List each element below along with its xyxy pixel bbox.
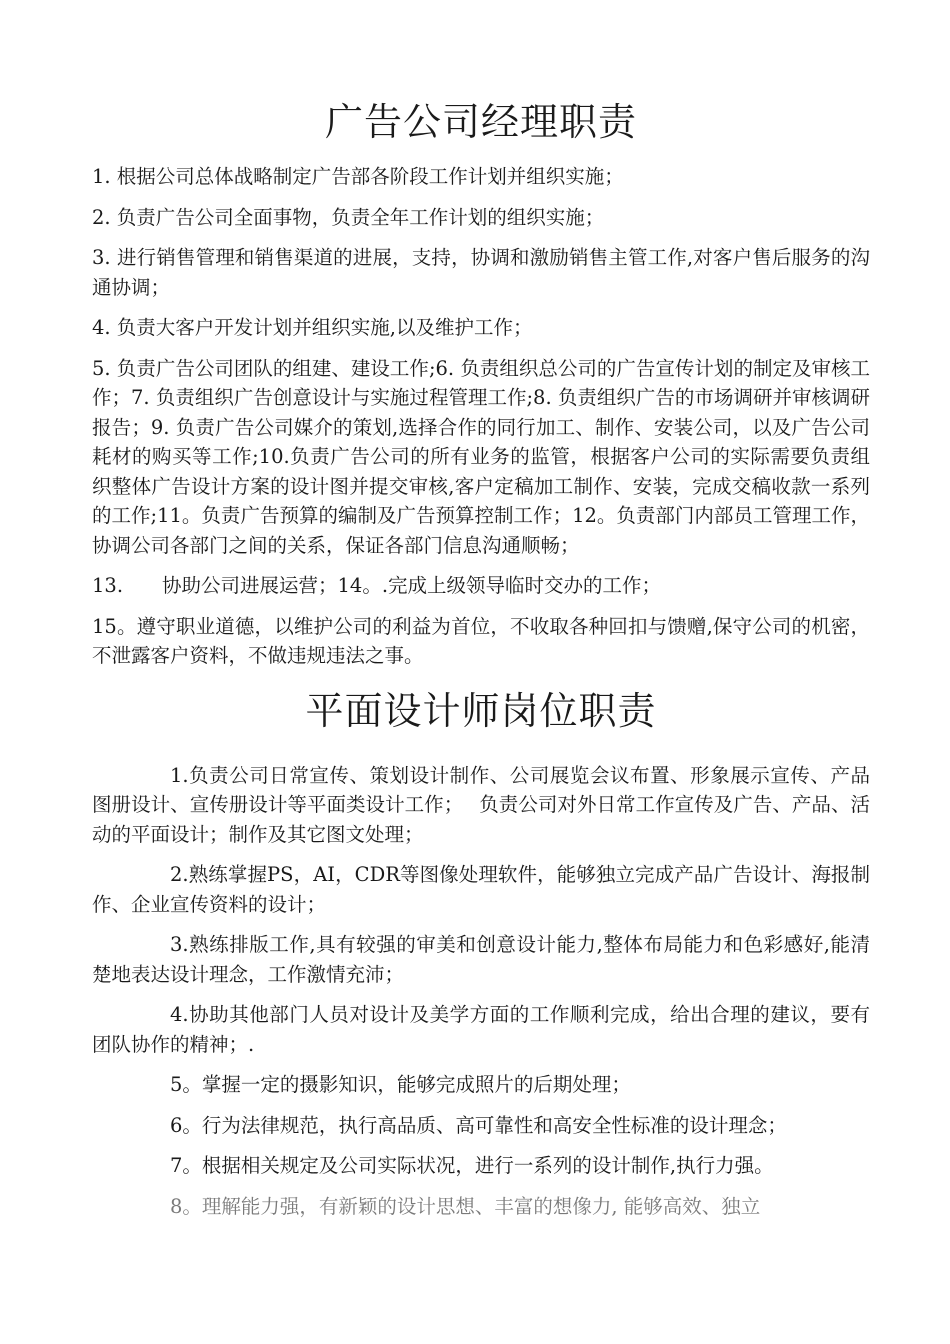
section2-item-6: 6。行为法律规范，执行高品质、高可靠性和高安全性标准的设计理念； [170, 1113, 787, 1137]
section1-item-2: 2. 负责广告公司全面事物，负责全年工作计划的组织实施； [92, 205, 605, 229]
section1-item-15: 15。遵守职业道德，以维护公司的利益为首位，不收取各种回扣与馈赠,保守公司的机密，不泄露客户资料，不做违规违法之事。 [92, 614, 870, 667]
section2-title: 平面设计师岗位职责 [305, 688, 657, 733]
section2-item-3: 3.熟练排版工作,具有较强的审美和创意设计能力,整体布局能力和色彩感好,能清楚地表达设计理念，工作激情充沛； [92, 933, 870, 986]
section1-item-1: 1. 根据公司总体战略制定广告部各阶段工作计划并组织实施； [92, 165, 624, 188]
document-page [92, 96, 870, 1232]
section1-title: 广告公司经理职责 [324, 100, 637, 144]
section1-item-13-14: 13. 协助公司进展运营；14。.完成上级领导临时交办的工作； [92, 574, 662, 597]
section2-item-2: 2.熟练掌握PS，AI，CDR等图像处理软件，能够独立完成产品广告设计、海报制作、企业宣传资料的设计； [92, 863, 870, 916]
section2-item-5: 5。掌握一定的摄影知识，能够完成照片的后期处理； [170, 1073, 631, 1096]
section2-item-8: 8。理解能力强，有新颖的设计思想、丰富的想像力, 能够高效、独立 [170, 1194, 761, 1218]
section1-item-4: 4. 负责大客户开发计划并组织实施,以及维护工作； [92, 316, 533, 339]
section2-item-4: 4.协助其他部门人员对设计及美学方面的工作顺利完成，给出合理的建议，要有团队协作的精神；. [92, 1003, 870, 1056]
section1-item-5-12: 5. 负责广告公司团队的组建、建设工作;6. 负责组织总公司的广告宣传计划的制定及审核工作；7. 负责组织广告创意设计与实施过程管理工作;8. 负责组织广告的市场调研并审核调研报告；9. 负责广告公司媒介的策划,选择合作的同行加工、制作、安装公司，以及广告公司耗材的购买等工作;10.负责广告公司的所有业务的监管，根据客户公司的实际需要负责组织整体广告设计方案的设计图并提交审核,客户定稿加工制作、安装，完成交稿收款一系列的工作;11。负责广告预算的编制及广告预算控制工作；12。负责部门内部员工管理工作，协调公司各部门之间的关系，保证各部门信息沟通顺畅； [92, 356, 870, 557]
section1-item-3: 3. 进行销售管理和销售渠道的进展，支持，协调和激励销售主管工作,对客户售后服务的沟通协调； [92, 246, 870, 299]
section2-item-1: 1.负责公司日常宣传、策划设计制作、公司展览会议布置、形象展示宣传、产品图册设计、宣传册设计等平面类设计工作； 负责公司对外日常工作宣传及广告、产品、活动的平面设计；制作及其它图文处理； [92, 763, 870, 846]
section2-item-7: 7。根据相关规定及公司实际状况，进行一系列的设计制作,执行力强。 [170, 1154, 774, 1177]
